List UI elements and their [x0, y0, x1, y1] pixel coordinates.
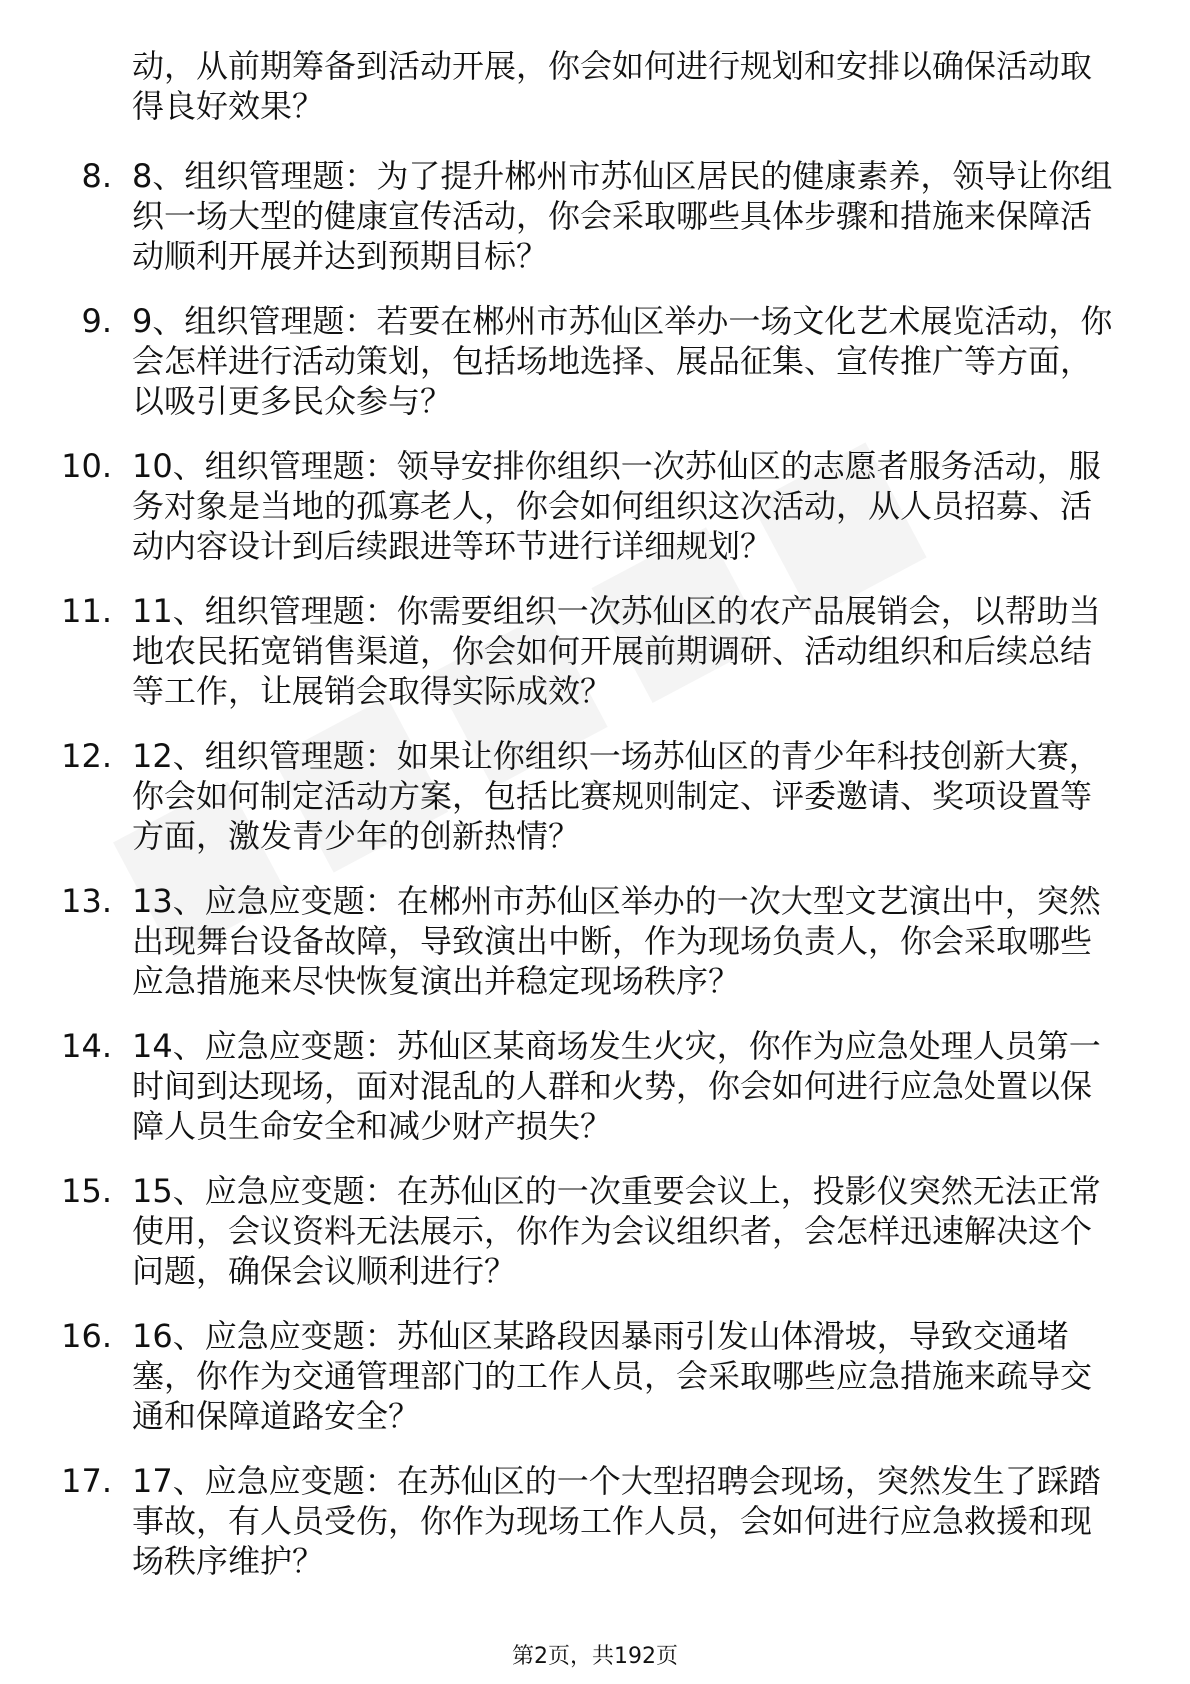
question-number: 15.: [61, 1172, 112, 1210]
page-content: [0, 46, 1190, 1606]
continuation-paragraph: 动，从前期筹备到活动开展，你会如何进行规划和安排以确保活动取得良好效果？: [132, 47, 1093, 125]
question-item-17: [0, 1461, 1122, 1581]
question-number: 13.: [61, 882, 112, 920]
question-list: [0, 156, 1190, 1581]
question-item-13: [0, 881, 1122, 1001]
question-text: 14、应急应变题：苏仙区某商场发生火灾，你作为应急处理人员第一时间到达现场，面对混乱的人群和火势，你会如何进行应急处置以保障人员生命安全和减少财产损失？: [132, 1027, 1101, 1145]
question-text: 8、组织管理题：为了提升郴州市苏仙区居民的健康素养，领导让你组织一场大型的健康宣传活动，你会采取哪些具体步骤和措施来保障活动顺利开展并达到预期目标？: [132, 157, 1113, 275]
question-text: 17、应急应变题：在苏仙区的一个大型招聘会现场，突然发生了踩踏事故，有人员受伤，你作为现场工作人员，会如何进行应急救援和现场秩序维护？: [132, 1462, 1101, 1580]
question-item-14: [0, 1026, 1122, 1146]
question-item-10: [0, 446, 1122, 566]
question-text: 9、组织管理题：若要在郴州市苏仙区举办一场文化艺术展览活动，你会怎样进行活动策划，包括场地选择、展品征集、宣传推广等方面，以吸引更多民众参与？: [132, 302, 1113, 420]
question-text: 15、应急应变题：在苏仙区的一次重要会议上，投影仪突然无法正常使用，会议资料无法展示，你作为会议组织者，会怎样迅速解决这个问题，确保会议顺利进行？: [132, 1172, 1101, 1290]
page-number-label: 第2页，共192页: [512, 1644, 678, 1669]
question-number: 16.: [61, 1317, 112, 1355]
question-text: 13、应急应变题：在郴州市苏仙区举办的一次大型文艺演出中，突然出现舞台设备故障，导致演出中断，作为现场负责人，你会采取哪些应急措施来尽快恢复演出并稳定现场秩序？: [132, 882, 1101, 1000]
question-text: 12、组织管理题：如果让你组织一场苏仙区的青少年科技创新大赛，你会如何制定活动方案，包括比赛规则制定、评委邀请、奖项设置等方面，激发青少年的创新热情？: [132, 737, 1101, 855]
question-item-16: [0, 1316, 1122, 1436]
question-number: 10.: [61, 447, 112, 485]
question-item-8: [0, 156, 1122, 276]
question-item-12: [0, 736, 1122, 856]
question-text: 11、组织管理题：你需要组织一次苏仙区的农产品展销会，以帮助当地农民拓宽销售渠道，你会如何开展前期调研、活动组织和后续总结等工作，让展销会取得实际成效？: [132, 592, 1101, 710]
question-number: 8.: [81, 157, 112, 195]
question-number: 12.: [61, 737, 112, 775]
page-footer: [0, 1644, 1190, 1670]
question-number: 14.: [61, 1027, 112, 1065]
question-number: 11.: [61, 592, 112, 630]
question-text: 10、组织管理题：领导安排你组织一次苏仙区的志愿者服务活动，服务对象是当地的孤寡老人，你会如何组织这次活动，从人员招募、活动内容设计到后续跟进等环节进行详细规划？: [132, 447, 1101, 565]
question-item-11: [0, 591, 1122, 711]
question-number: 17.: [61, 1462, 112, 1500]
question-number: 9.: [81, 302, 112, 340]
question-text: 16、应急应变题：苏仙区某路段因暴雨引发山体滑坡，导致交通堵塞，你作为交通管理部门的工作人员，会采取哪些应急措施来疏导交通和保障道路安全？: [132, 1317, 1093, 1435]
question-item-15: [0, 1171, 1122, 1291]
question-item-9: [0, 301, 1122, 421]
